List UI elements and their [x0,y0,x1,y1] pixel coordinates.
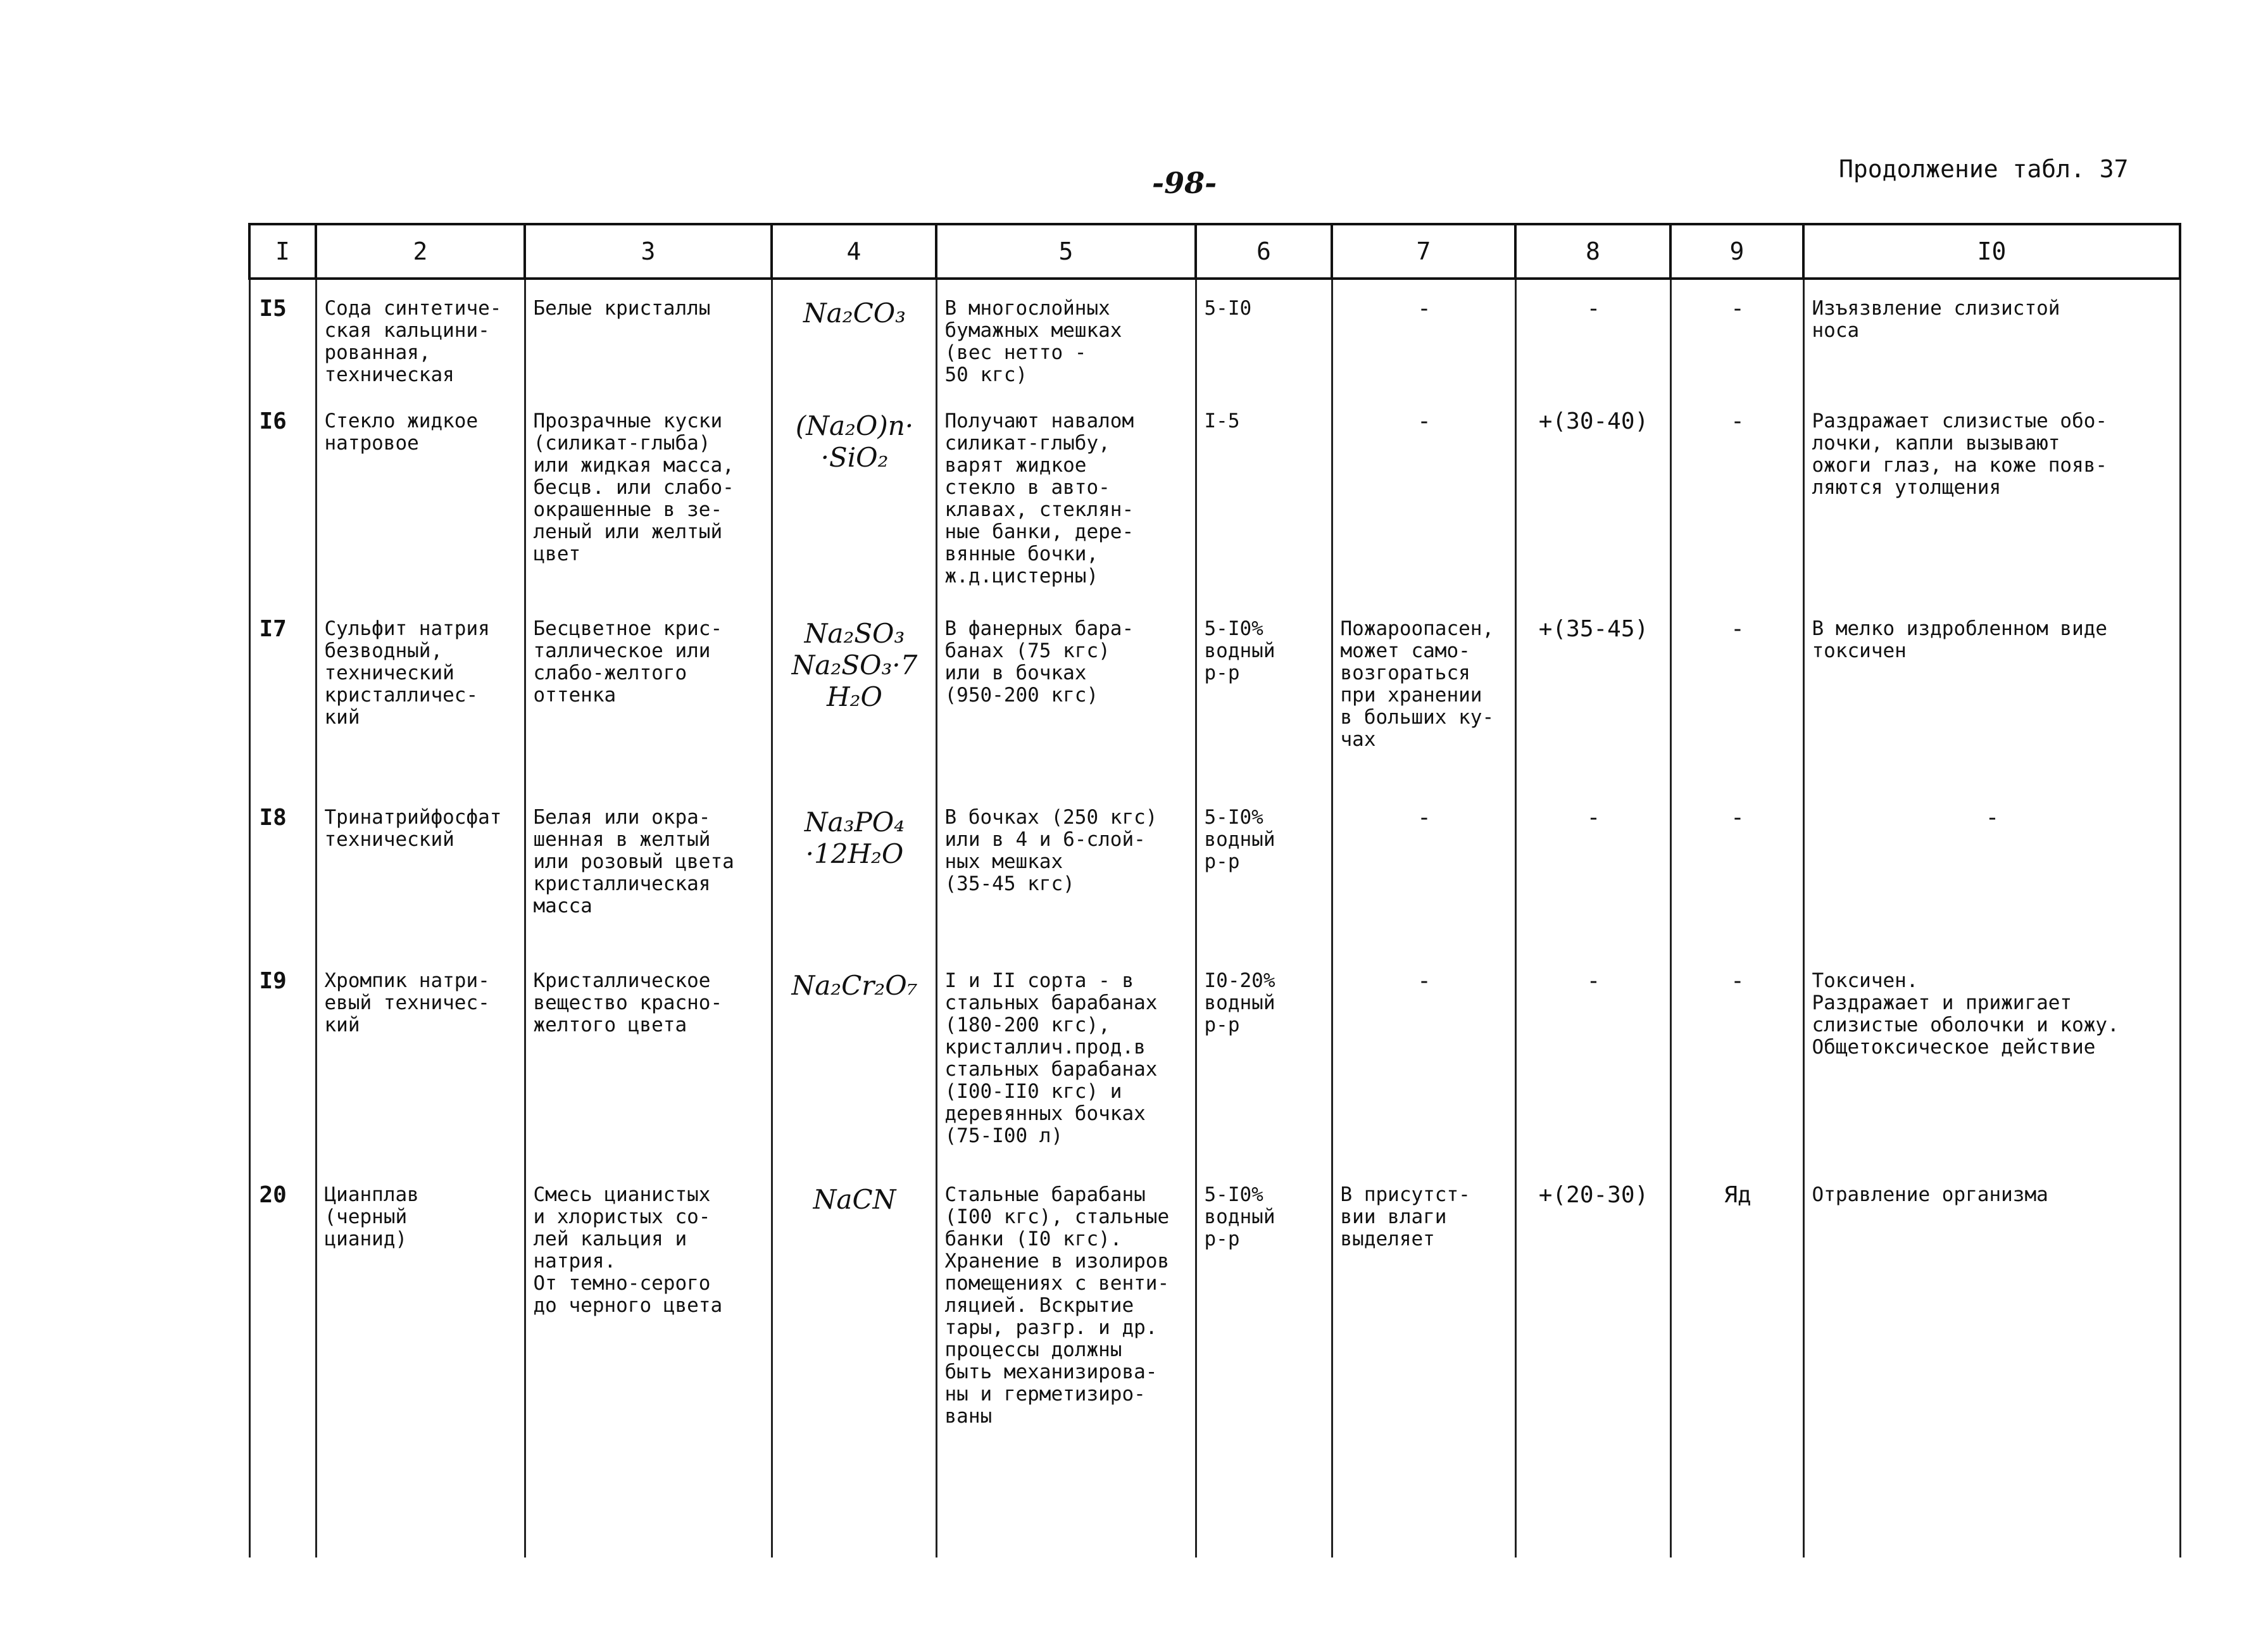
data-table [248,223,2181,1557]
substance-name: Тринатрийфосфат технический [316,789,525,952]
column-9-value: - [1670,279,1803,393]
column-header: 3 [525,224,772,279]
health-effect: Отравление организма [1803,1166,2180,1557]
table-row [249,789,2180,952]
chemical-formula: Na₂CO₃ [772,279,936,393]
table-row [249,952,2180,1166]
concentration: 5-I0% водный р-р [1196,1166,1332,1557]
row-number: I5 [249,279,316,393]
column-header: 4 [772,224,936,279]
fire-hazard: - [1332,279,1515,393]
page-number: -98- [1152,166,1217,200]
health-effect: Токсичен. Раздражает и прижигает слизистые оболочки и кожу. Общетоксическое действие [1803,952,2180,1166]
concentration: 5-I0% водный р-р [1196,789,1332,952]
fire-hazard: В присутст- вии влаги выделяет [1332,1166,1515,1557]
fire-hazard: - [1332,952,1515,1166]
row-number: I7 [249,600,316,789]
header-row [249,224,2180,279]
column-header: 7 [1332,224,1515,279]
column-9-value: - [1670,789,1803,952]
column-9-value: Яд [1670,1166,1803,1557]
substance-name: Сода синтетиче- ская кальцини- рованная, техническая [316,279,525,393]
chemical-formula: Na₂SO₃ Na₂SO₃·7H₂O [772,600,936,789]
concentration: I0-20% водный р-р [1196,952,1332,1166]
column-header: 6 [1196,224,1332,279]
column-header: 5 [936,224,1196,279]
column-9-value: - [1670,600,1803,789]
chemical-formula: Na₃PO₄ ·12H₂O [772,789,936,952]
fire-hazard: - [1332,393,1515,600]
concentration: 5-I0% водный р-р [1196,600,1332,789]
concentration: I-5 [1196,393,1332,600]
packaging-info: В многослойных бумажных мешках (вес нетто - 50 кгс) [936,279,1196,393]
substance-name: Цианплав (черный цианид) [316,1166,525,1557]
substance-description: Кристаллическое вещество красно- желтого цвета [525,952,772,1166]
column-9-value: - [1670,952,1803,1166]
table-row [249,1166,2180,1557]
limits: +(30-40) [1515,393,1670,600]
packaging-info: В бочках (250 кгс) или в 4 и 6-слой- ных мешках (35-45 кгс) [936,789,1196,952]
chemical-formula: NaCN [772,1166,936,1557]
limits: - [1515,279,1670,393]
health-effect: Изъязвление слизистой носа [1803,279,2180,393]
column-9-value: - [1670,393,1803,600]
table-caption: Продолжение табл. 37 [1839,155,2129,183]
column-header: I0 [1803,224,2180,279]
limits: - [1515,952,1670,1166]
table-row [249,279,2180,393]
column-header: I [249,224,316,279]
chemical-formula: Na₂Cr₂O₇ [772,952,936,1166]
row-number: I9 [249,952,316,1166]
health-effect: Раздражает слизистые обо- лочки, капли вызывают ожоги глаз, на коже появ- ляются утолщения [1803,393,2180,600]
limits: - [1515,789,1670,952]
table-row [249,393,2180,600]
health-effect: - [1803,789,2180,952]
limits: +(20-30) [1515,1166,1670,1557]
column-header: 9 [1670,224,1803,279]
packaging-info: I и II сорта - в стальных барабанах (180-200 кгс), кристаллич.прод.в стальных барабанах (I00-II0 кгс) и деревянных бочках (75-I00 л) [936,952,1196,1166]
row-number: I6 [249,393,316,600]
packaging-info: Получают навалом силикат-глыбу, варят жидкое стекло в авто- клавах, стеклян- ные банки, дере- вянные бочки, ж.д.цистерны) [936,393,1196,600]
table-row [249,600,2180,789]
column-header: 2 [316,224,525,279]
packaging-info: Стальные барабаны (I00 кгс), стальные банки (I0 кгс). Хранение в изолиров помещениях с венти- ляцией. Вскрытие тары, разгр. и др. процессы должны быть механизирова- ны и герметизиро- ваны [936,1166,1196,1557]
concentration: 5-I0 [1196,279,1332,393]
health-effect: В мелко издробленном виде токсичен [1803,600,2180,789]
substance-name: Стекло жидкое натровое [316,393,525,600]
substance-description: Белые кристаллы [525,279,772,393]
substance-description: Смесь цианистых и хлористых со- лей кальция и натрия. От темно-серого до черного цвета [525,1166,772,1557]
limits: +(35-45) [1515,600,1670,789]
chemical-formula: (Na₂O)n· ·SiO₂ [772,393,936,600]
substance-description: Прозрачные куски (силикат-глыба) или жидкая масса, бесцв. или слабо- окрашенные в зе- леный или желтый цвет [525,393,772,600]
packaging-info: В фанерных бара- банах (75 кгс) или в бочках (950-200 кгс) [936,600,1196,789]
fire-hazard: - [1332,789,1515,952]
row-number: 20 [249,1166,316,1557]
substance-name: Хромпик натри- евый техничес- кий [316,952,525,1166]
fire-hazard: Пожароопасен, может само- возгораться при хранении в больших ку- чах [1332,600,1515,789]
row-number: I8 [249,789,316,952]
substance-description: Белая или окра- шенная в желтый или розовый цвета кристаллическая масса [525,789,772,952]
substance-description: Бесцветное крис- таллическое или слабо-желтого оттенка [525,600,772,789]
column-header: 8 [1515,224,1670,279]
substance-name: Сульфит натрия безводный, технический кристалличес- кий [316,600,525,789]
